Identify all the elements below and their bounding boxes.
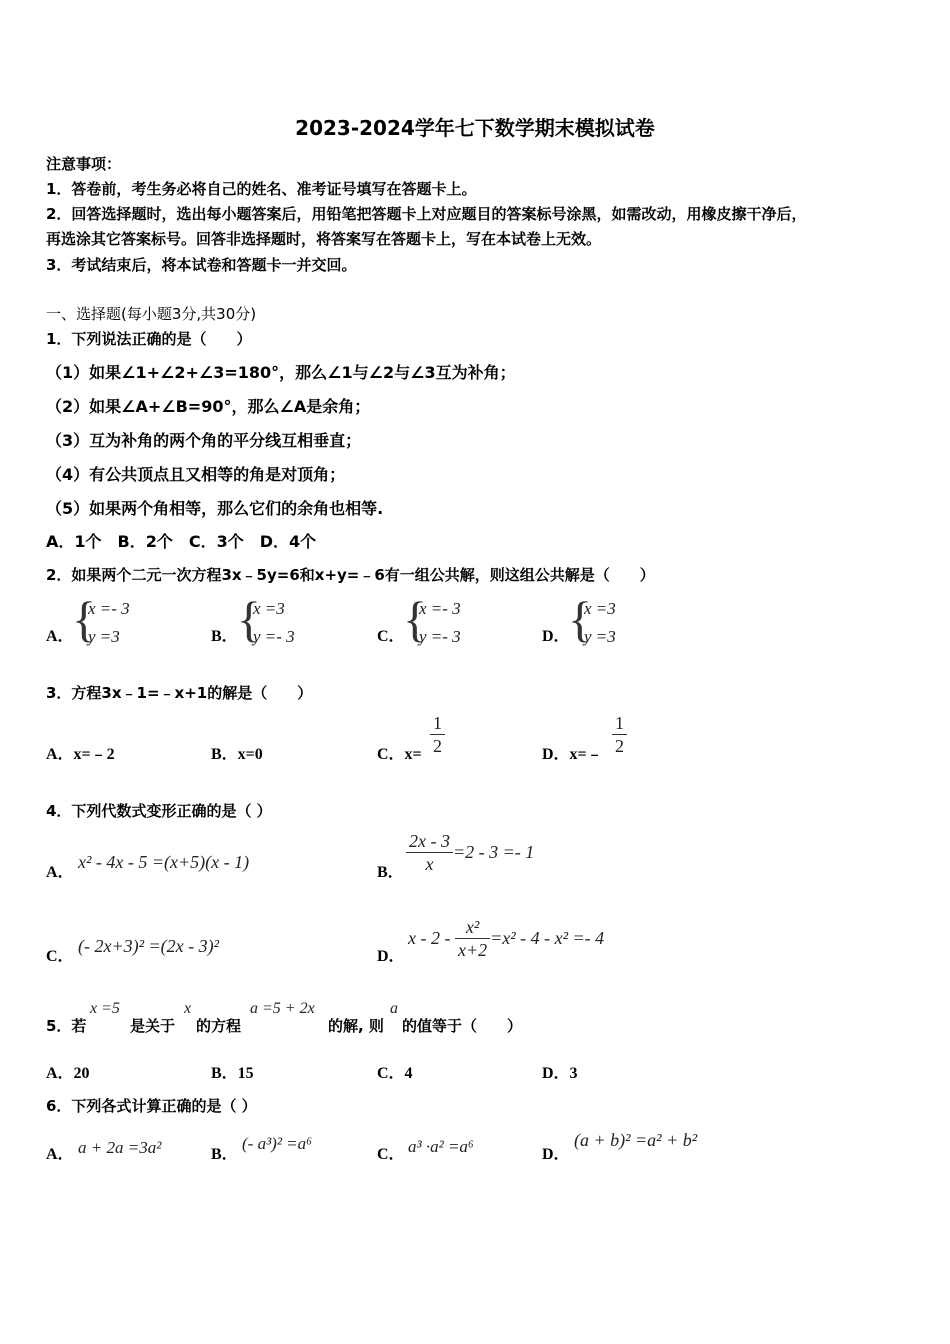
q2-option-d-eq1: x =3 (584, 599, 616, 618)
q4-option-d-expr (408, 916, 604, 961)
q2-option-d-brace: { (568, 591, 592, 647)
notice-item-2-line-2: 再选涂其它答案标号。回答非选择题时，将答案写在答题卡上，写在本试卷上无效。 (46, 230, 602, 248)
q3-d-denominator: 2 (615, 736, 624, 756)
q1-options: A．1个 B．2个 C．3个 D．4个 (46, 532, 317, 551)
q3-stem: 3．方程3x﹣1=﹣x+1的解是（ ） (46, 684, 313, 702)
q5-math-4: a (390, 1000, 398, 1017)
q2-option-c-label: C． (377, 628, 405, 645)
q4-option-c-expr: (- 2x+3)² =(2x - 3)² (78, 936, 220, 956)
section-heading: 一、选择题(每小题3分,共30分) (46, 305, 257, 323)
notice-item-1: 1．答卷前，考生务必将自己的姓名、准考证号填写在答题卡上。 (46, 180, 477, 198)
q3-c-numerator: 1 (430, 712, 445, 735)
q4-option-a-expr (78, 852, 249, 873)
q3-c-denominator: 2 (433, 736, 442, 756)
q1-statement-2: （2）如果∠A+∠B=90°，那么∠A是余角； (46, 397, 371, 416)
q2-option-a-brace: { (72, 591, 96, 647)
q1-statement-4: （4）有公共顶点且又相等的角是对顶角； (46, 465, 346, 484)
q6-option-a-expr: a + 2a =3a² (78, 1138, 162, 1157)
q2-option-c-brace: { (403, 591, 427, 647)
q3-option-c-label: C．x= (377, 746, 422, 763)
q2-option-b-label: B． (211, 628, 238, 645)
notice-heading: 注意事项： (46, 155, 122, 173)
q2-option-a-eq2: y =3 (88, 627, 120, 646)
q4-stem: 4．下列代数式变形正确的是（ ） (46, 802, 272, 820)
q5-math-3: a =5 + 2x (250, 1000, 315, 1017)
q2-option-c-eq1: x =- 3 (419, 599, 461, 618)
q5-option-b: B．15 (211, 1065, 254, 1082)
page-title: 2023-2024学年七下数学期末模拟试卷 (295, 116, 655, 140)
q2-stem: 2．如果两个二元一次方程3x﹣5y=6和x+y=﹣6有一组公共解，则这组公共解是（ ） (46, 566, 655, 584)
q3-option-a: A．x=﹣2 (46, 746, 115, 763)
q6-option-d-expr: (a + b)² =a² + b² (574, 1130, 698, 1150)
q4-option-b-label: B． (377, 864, 404, 881)
q5-text-2: 的方程 (196, 1017, 242, 1035)
q1-statement-1: （1）如果∠1+∠2+∠3=180°，那么∠1与∠2与∠3互为补角； (46, 363, 516, 382)
q5-text-1: 是关于 (130, 1017, 176, 1035)
q5-math-1: x =5 (90, 1000, 120, 1017)
q6-option-b-label: B． (211, 1146, 238, 1163)
q3-option-c-fraction (430, 712, 445, 757)
q6-option-d-label: D． (542, 1146, 570, 1163)
q2-option-c-eq2: y =- 3 (419, 627, 461, 646)
q4-d-left: x - 2 - (408, 928, 451, 948)
q1-statement-3: （3）互为补角的两个角的平分线互相垂直； (46, 431, 362, 450)
q4-d-numerator: x² (455, 916, 490, 939)
q6-option-c-expr: a³ ·a² =a⁶ (408, 1137, 474, 1156)
q2-option-b-eq2: y =- 3 (253, 627, 295, 646)
notice-item-3: 3．考试结束后，将本试卷和答题卡一并交回。 (46, 256, 357, 274)
q1-stem: 1．下列说法正确的是（ ） (46, 330, 252, 348)
q4-a-left: x² - 4x - 5 (78, 852, 148, 872)
q2-option-a-eq1: x =- 3 (88, 599, 130, 618)
q5-option-d: D．3 (542, 1065, 578, 1082)
q2-option-a-label: A． (46, 628, 74, 645)
q3-option-d-fraction (612, 712, 627, 757)
q1-statement-5: （5）如果两个角相等，那么它们的余角也相等. (46, 499, 384, 518)
q3-d-numerator: 1 (612, 712, 627, 735)
q4-option-a-label: A． (46, 864, 74, 881)
q2-option-d-eq2: y =3 (584, 627, 616, 646)
q4-option-c-label: C． (46, 948, 74, 965)
q2-option-b-brace: { (237, 591, 261, 647)
q5-option-c: C．4 (377, 1065, 413, 1082)
q2-option-d-label: D． (542, 628, 570, 645)
q4-d-rest: =x² - 4 - x² =- 4 (490, 928, 605, 948)
q4-a-right: =(x+5)(x - 1) (151, 852, 250, 872)
q5-prefix: 5．若 (46, 1017, 87, 1035)
q2-option-b-eq1: x =3 (253, 599, 285, 618)
notice-item-2-line-1: 2．回答选择题时，选出每小题答案后，用铅笔把答题卡上对应题目的答案标号涂黑，如需改动，用橡皮擦干净后， (46, 205, 807, 223)
q6-stem: 6．下列各式计算正确的是（ ） (46, 1097, 257, 1115)
q5-math-2: x (184, 1000, 192, 1017)
q3-option-b: B．x=0 (211, 746, 263, 763)
q6-option-c-label: C． (377, 1146, 405, 1163)
q6-option-b-expr: (- a³)² =a⁶ (242, 1134, 313, 1153)
q3-option-d-label: D．x=﹣ (542, 746, 603, 763)
q5-option-a: A．20 (46, 1065, 90, 1082)
q4-b-denominator: x (425, 854, 434, 874)
q6-option-a-label: A． (46, 1146, 74, 1163)
q5-text-4: 的值等于（ ） (402, 1017, 523, 1035)
q4-b-rest: =2 - 3 =- 1 (452, 842, 535, 862)
q4-b-numerator: 2x - 3 (406, 830, 453, 853)
q5-text-3: 的解, 则 (328, 1017, 384, 1035)
q4-option-d-label: D． (377, 948, 405, 965)
q4-option-b-expr (406, 830, 534, 875)
q4-d-denominator: x+2 (457, 940, 488, 960)
